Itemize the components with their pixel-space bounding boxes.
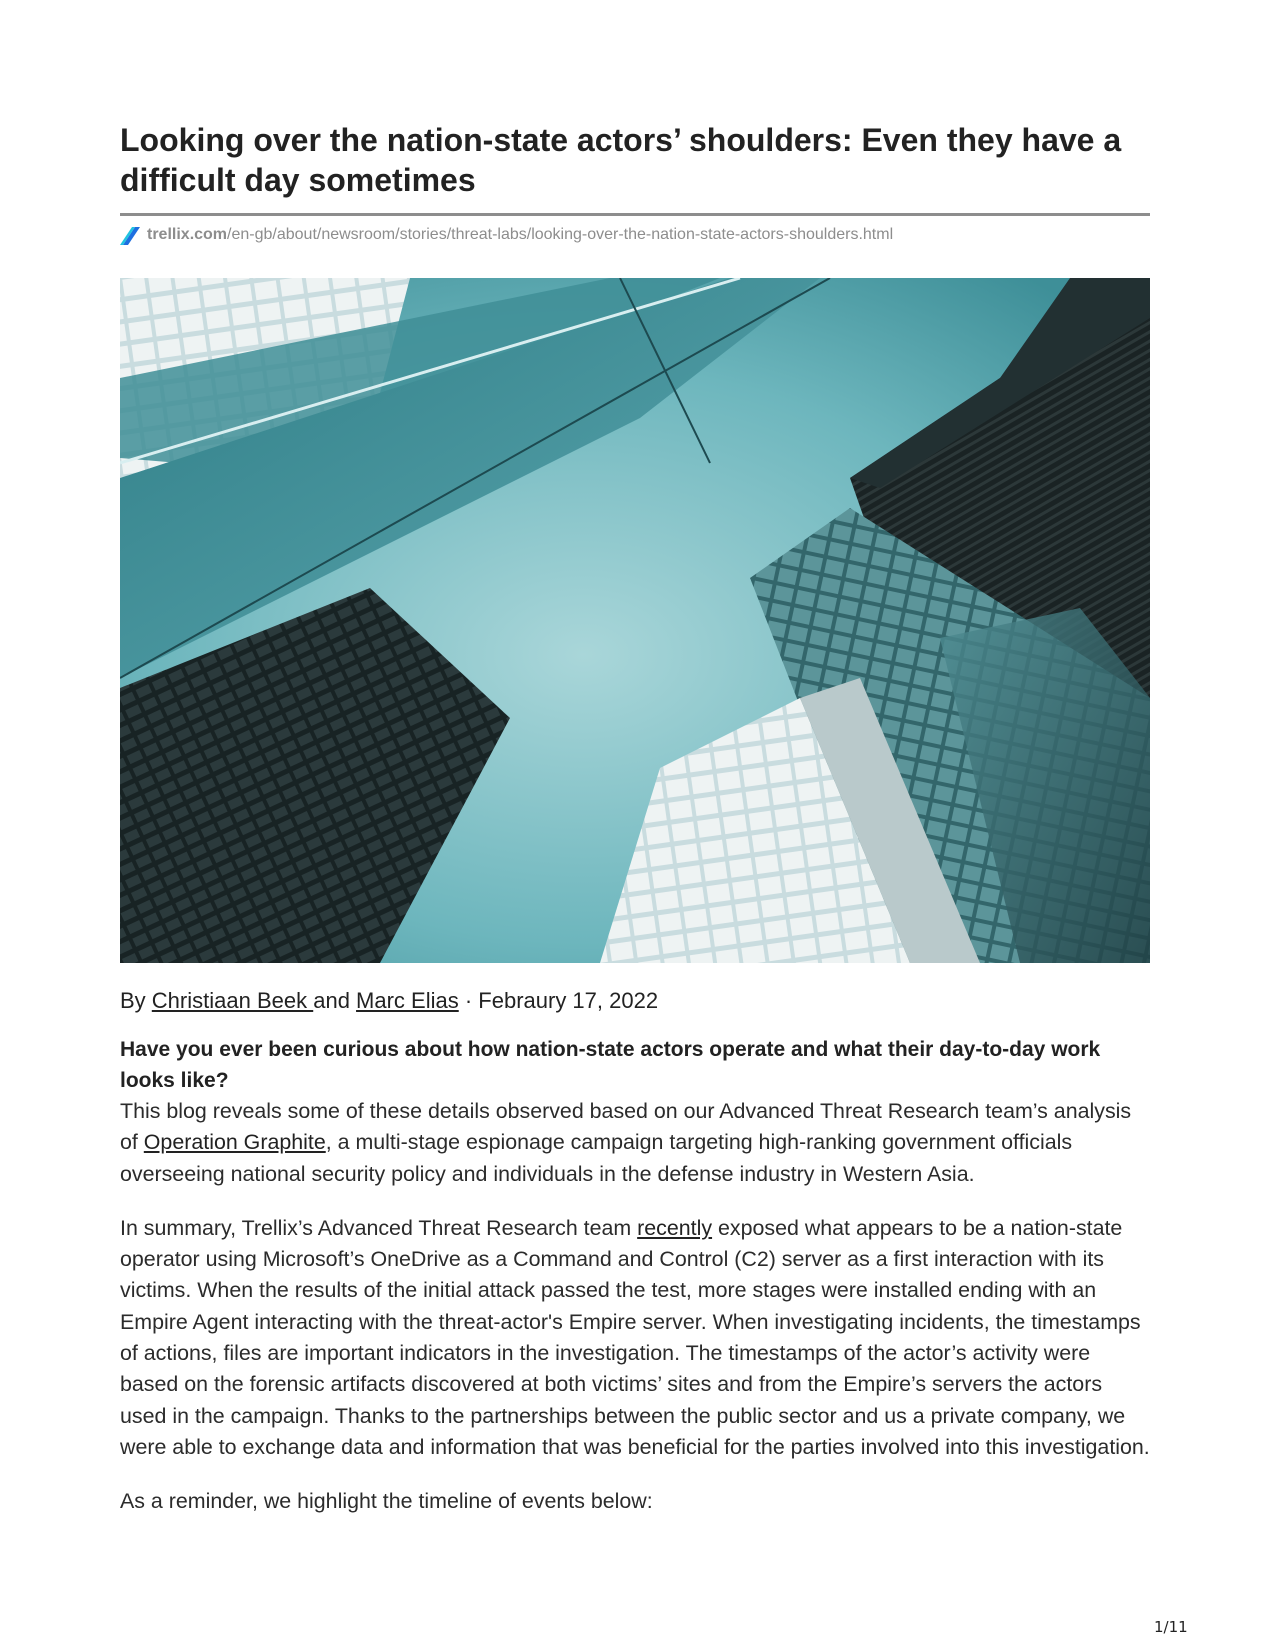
trellix-logo-icon (120, 225, 140, 245)
recently-link[interactable]: recently (637, 1215, 713, 1240)
lead-question: Have you ever been curious about how nation-state actors operate and what their day-to-day work looks like? (120, 1038, 1101, 1092)
paragraph-summary-text-2: exposed what appears to be a nation-state operator using Microsoft’s OneDrive as a Command and Control (C2) server as a first interaction with its victims. When the results of the initial attack passed the test, more stages were installed ending with an Empire Agent interacting with the threat-actor's Empire server. When investigating incidents, the timestamps of actions, files are important indicators in the investigation. The timestamps of the actor’s activity were based on the forensic artifacts discovered at both victims’ sites and from the Empire’s servers the actors used in the campaign. Thanks to the partnerships between the public sector and us a private company, we were able to exchange data and information that was beneficial for the parties involved into this investigation. (120, 1215, 1150, 1459)
paragraph-summary-text-1: In summary, Trellix’s Advanced Threat Research team (120, 1215, 638, 1240)
paragraph-intro-text-1: This blog reveals some of these details observed based on our Advanced Threat Research team’s analysis of (120, 1099, 1132, 1155)
page-number: 1/11 (1154, 1618, 1188, 1636)
source-domain: trellix.com (147, 226, 228, 243)
paragraph-reminder: As a reminder, we highlight the timeline of events below: (120, 1489, 653, 1514)
byline-prefix: By (120, 988, 152, 1013)
author-link-christiaan-beek[interactable]: Christiaan Beek (151, 988, 314, 1013)
hero-image (120, 278, 1150, 963)
title-divider (120, 213, 1150, 216)
byline-conjunction: and (313, 988, 357, 1013)
author-link-marc-elias[interactable]: Marc Elias (356, 988, 459, 1013)
paragraph-intro (120, 1096, 1150, 1190)
operation-graphite-link[interactable]: Operation Graphite (143, 1130, 326, 1155)
paragraph-intro-text-2: , a multi-stage espionage campaign targeting high-ranking government officials overseeing national security policy and individuals in the defense industry in Western Asia. (120, 1130, 1073, 1186)
article (120, 120, 1150, 1518)
page-title: Looking over the nation-state actors’ shoulders: Even they have a difficult day sometimes (120, 122, 1122, 198)
source-path: /en-gb/about/newsroom/stories/threat-labs/looking-over-the-nation-state-actors-shoulders.html (227, 226, 894, 243)
byline (120, 986, 1150, 1016)
publish-date: · Febraury 17, 2022 (458, 988, 659, 1013)
paragraph-summary (120, 1213, 1150, 1463)
skyscrapers-image (120, 278, 1150, 963)
source-url[interactable] (120, 225, 1150, 245)
